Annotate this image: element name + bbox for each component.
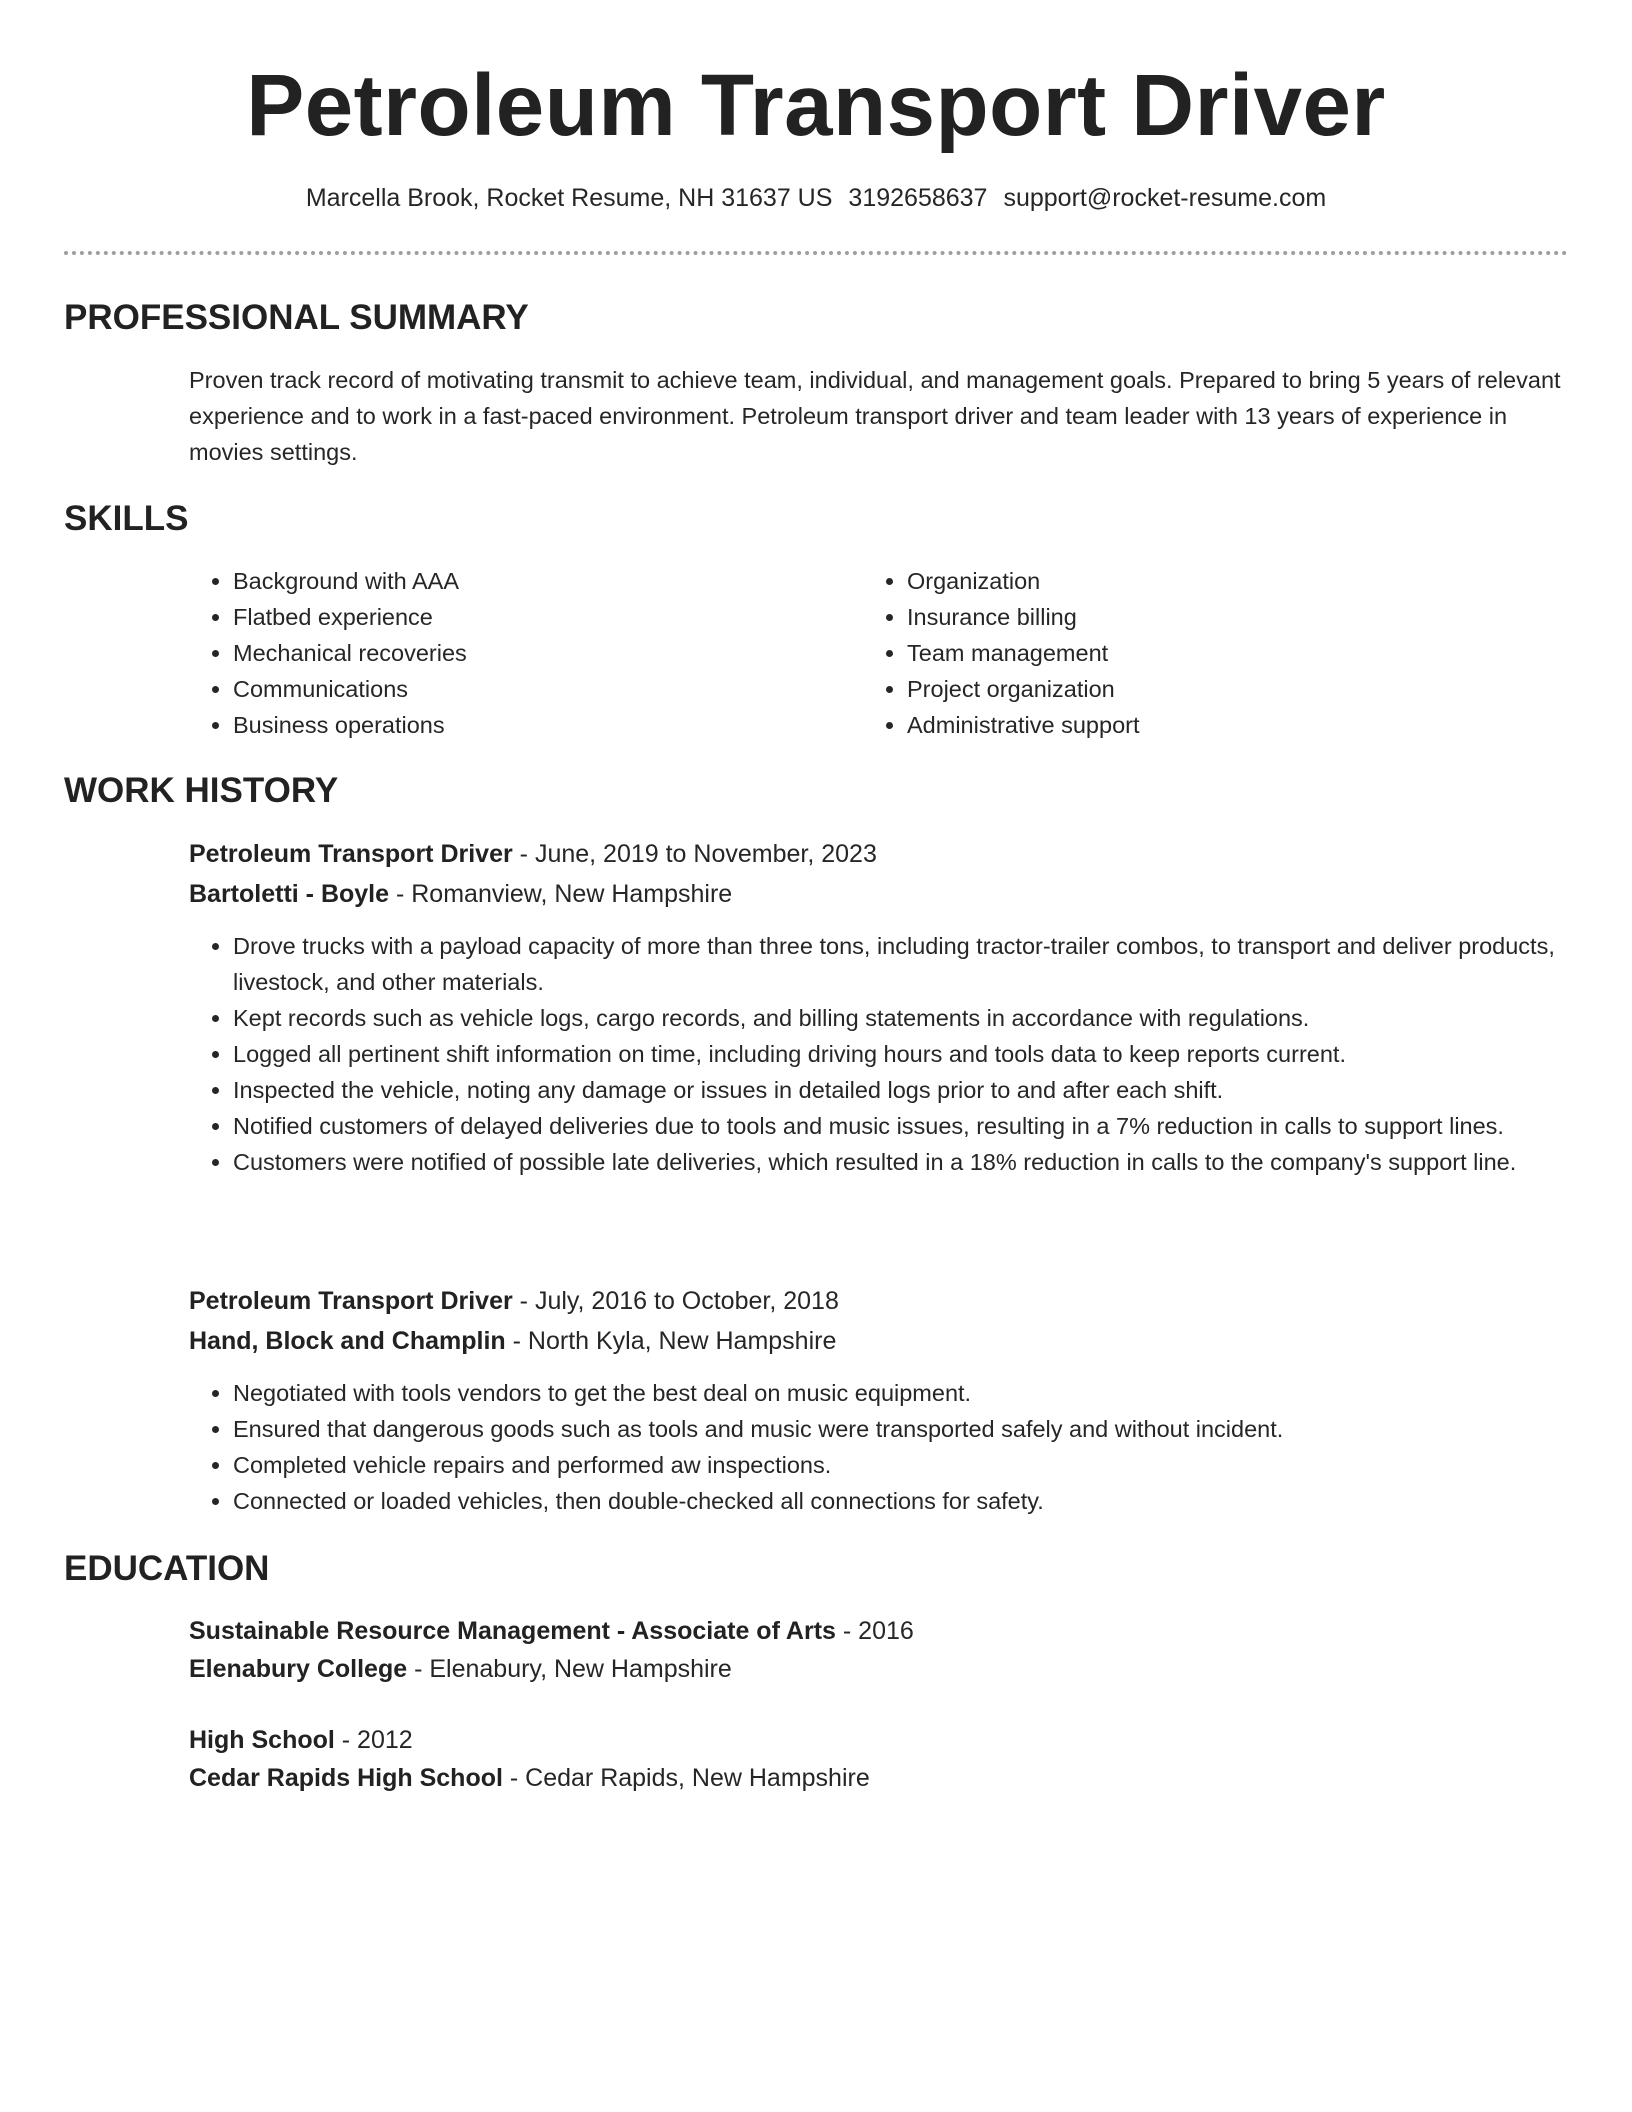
education-year: - 2012 [341,1726,413,1754]
job-bullet: • Kept records such as vehicle logs, cargo records, and billing statements in accordance with regulations. [233,1000,1569,1036]
job-bullet: • Inspected the vehicle, noting any damage or issues in detailed logs prior to and after each shift. [233,1072,1569,1108]
contact-phone: 3192658637 [848,184,988,212]
job-title: Petroleum Transport Driver [189,1287,513,1315]
candidate-name: Petroleum Transport Driver [246,57,1386,154]
job-bullet: • Negotiated with tools vendors to get the best deal on music equipment. [233,1375,1569,1411]
education-school-line [189,1760,870,1796]
education-degree-line [189,1613,914,1649]
skill-item: • Insurance billing [907,599,1507,635]
education-school: Cedar Rapids High School [189,1764,503,1792]
section-title-skills: SKILLS [64,499,189,538]
header-divider [64,251,1568,255]
job-bullet: • Notified customers of delayed deliveries due to tools and music issues, resulting in a 7% reduction in calls to support lines. [233,1108,1569,1144]
summary-text: Proven track record of motivating transmit to achieve team, individual, and management goals. Prepared to bring 5 years of relevant experience and to work in a fast-paced environment. Petroleum transport driver and team leader with 13 years of experience in movies settings. [189,367,1561,465]
education-location: - Cedar Rapids, New Hampshire [509,1764,870,1792]
skill-item: • Communications [233,671,833,707]
education-degree: High School [189,1726,335,1754]
skill-item: • Flatbed experience [233,599,833,635]
job-company-line [189,1323,836,1359]
education-school: Elenabury College [189,1655,408,1683]
job-bullet: • Drove trucks with a payload capacity of more than three tons, including tractor-trailer combos, to transport and deliver products, livestock, and other materials. [233,928,1569,1000]
job-bullets [189,928,1569,1180]
job-company: Bartoletti - Boyle [189,880,390,908]
job-title-line [189,836,877,872]
education-school-line [189,1651,732,1687]
job-title-line [189,1283,839,1319]
job-company: Hand, Block and Champlin [189,1327,506,1355]
contact-line [0,180,1632,216]
section-title-summary: PROFESSIONAL SUMMARY [64,298,529,337]
job-bullet: • Completed vehicle repairs and performed aw inspections. [233,1447,1569,1483]
skill-item: • Organization [907,563,1507,599]
skill-item: • Team management [907,635,1507,671]
job-location: - Romanview, New Hampshire [395,880,733,908]
skills-list-left [189,563,833,743]
job-location: - North Kyla, New Hampshire [512,1327,837,1355]
education-year: - 2016 [842,1617,914,1645]
job-title: Petroleum Transport Driver [189,840,513,868]
education-location: - Elenabury, New Hampshire [414,1655,732,1683]
job-dates: - June, 2019 to November, 2023 [519,840,877,868]
job-company-line [189,876,732,912]
skill-item: • Business operations [233,707,833,743]
job-bullet: • Customers were notified of possible late deliveries, which resulted in a 18% reduction in calls to the company's support line. [233,1144,1569,1180]
job-bullet: • Connected or loaded vehicles, then double-checked all connections for safety. [233,1483,1569,1519]
job-bullet: • Logged all pertinent shift information on time, including driving hours and tools data to keep reports current. [233,1036,1569,1072]
education-degree-line [189,1722,413,1758]
section-title-work: WORK HISTORY [64,771,339,810]
skill-item: • Administrative support [907,707,1507,743]
section-title-education: EDUCATION [64,1549,270,1588]
skill-item: • Background with AAA [233,563,833,599]
skill-item: • Project organization [907,671,1507,707]
skills-list-right [863,563,1507,743]
contact-address: Marcella Brook, Rocket Resume, NH 31637 US [305,184,833,212]
education-degree: Sustainable Resource Management - Associate of Arts [189,1617,836,1645]
skill-item: • Mechanical recoveries [233,635,833,671]
job-dates: - July, 2016 to October, 2018 [519,1287,839,1315]
job-bullet: • Ensured that dangerous goods such as tools and music were transported safely and without incident. [233,1411,1569,1447]
job-bullets [189,1375,1569,1519]
contact-email[interactable]: support@rocket-resume.com [1003,184,1327,212]
